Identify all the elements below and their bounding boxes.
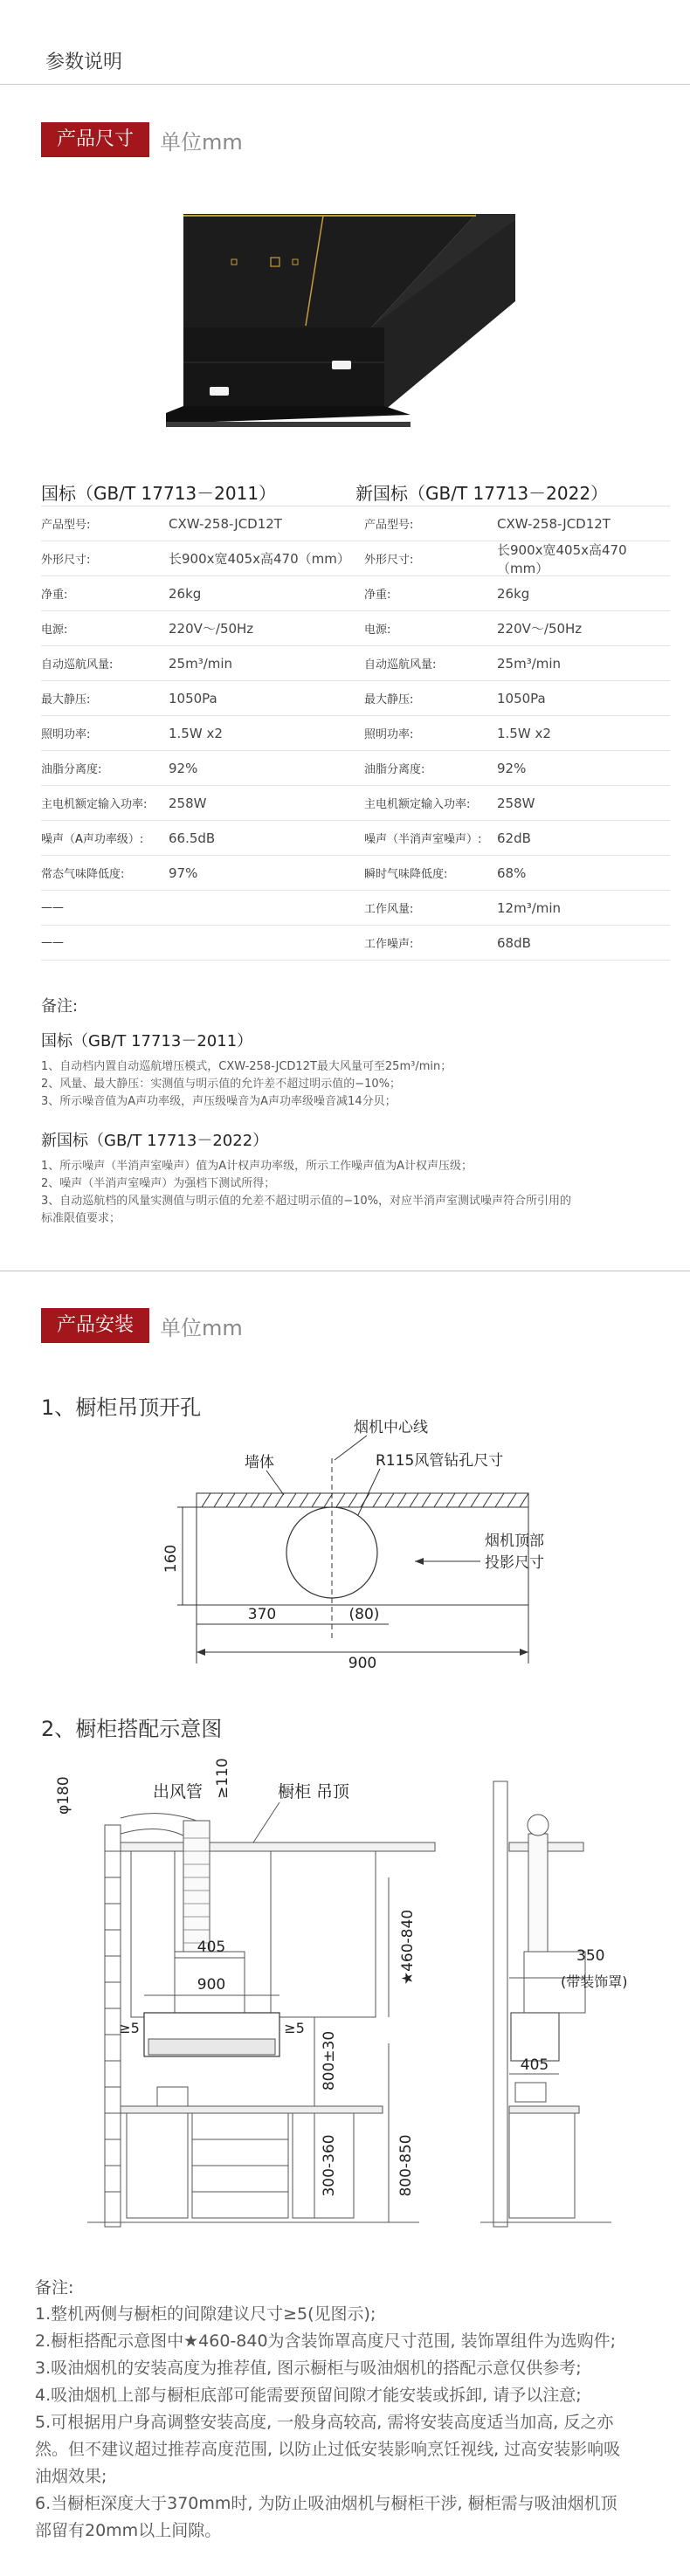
spec-value: 1.5W x2: [169, 725, 223, 741]
dim-460-840: ★460-840: [399, 1909, 417, 1986]
cabinet-ceiling-label: 橱柜 吊顶: [278, 1782, 350, 1801]
spec-row: [41, 681, 670, 716]
dim-800-850: 800-850: [397, 2134, 415, 2197]
install-note-line: 6.当橱柜深度大于370mm时, 为防止吸油烟机与橱柜干涉, 橱柜需与吸油烟机顶: [35, 2494, 618, 2513]
spec-label: 照明功率:: [41, 728, 91, 741]
spec-row: [41, 821, 670, 856]
dim-370: 370: [247, 1606, 277, 1623]
dim-900-front: 900: [197, 1976, 226, 1994]
spec-row: [41, 751, 670, 786]
install-note-line: 4.吸油烟机上部与橱柜底部可能需要预留间隙才能安装或拆卸, 请予以注意;: [35, 2386, 582, 2405]
spec-label: 最大静压:: [364, 693, 414, 706]
spec-value: 25m³/min: [497, 655, 562, 672]
note-line: 3、自动巡航档的风量实测值与明示值的允差不超过明示值的−10%，对应半消声室测试噪声符合所引用的: [41, 1195, 572, 1208]
spec-value: 长900x宽405x高470（mm）: [169, 551, 350, 567]
range-hood-illustration: [166, 214, 515, 432]
spec-row: [41, 506, 670, 541]
spec-label: 瞬时气味降低度:: [364, 868, 448, 881]
page-title: 参数说明: [45, 52, 123, 73]
step2-title: 2、橱柜搭配示意图: [41, 1717, 223, 1741]
spec-value: 66.5dB: [169, 830, 216, 846]
spec-value: 220V～/50Hz: [497, 621, 583, 637]
spec-value: 1050Pa: [497, 690, 546, 706]
spec-label: 产品型号:: [41, 519, 91, 532]
spec-row: [41, 611, 670, 646]
install-unit: 单位mm: [160, 1315, 243, 1340]
install-note-line: 3.吸油烟机的安装高度为推荐值, 图示橱柜与吸油烟机的搭配示意仅供参考;: [35, 2359, 582, 2378]
spec-value: 12m³/min: [497, 899, 562, 916]
cover-label: (带装饰罩): [561, 1973, 628, 1990]
spec-label: 噪声（A声功率级）:: [41, 833, 144, 846]
install-note-line: 1.整机两侧与橱柜的间隙建议尺寸≥5(见图示);: [35, 2304, 376, 2324]
spec-row: [41, 646, 670, 681]
spec-value: 258W: [497, 795, 535, 811]
spec-label: 外形尺寸:: [41, 554, 91, 567]
note-line: 2、噪声（半消声室噪声）为强档下测试所得；: [41, 1177, 276, 1190]
spec-label: ——: [41, 901, 64, 914]
dim-900: 900: [348, 1655, 377, 1672]
spec-label: 产品型号:: [364, 519, 414, 532]
install-note-line: 部留有20mm以上间隙。: [35, 2521, 222, 2540]
spec-rows: [41, 506, 670, 961]
wall-label: 墙体: [245, 1454, 274, 1471]
spec-label: 油脂分离度:: [364, 763, 425, 776]
ceiling-hole-diagram: [162, 1415, 581, 1672]
outlet-label: 出风管: [153, 1782, 204, 1801]
spec-row: [41, 926, 670, 961]
range-hood-image: [166, 214, 515, 432]
spec-row: [41, 716, 670, 751]
spec-label: 电源:: [364, 623, 391, 637]
cabinet-layout-diagram: [52, 1755, 673, 2244]
page-header: [0, 0, 690, 79]
dim-160: 160: [162, 1544, 180, 1574]
gap-right: ≥5: [284, 2020, 305, 2036]
spec-value: 97%: [169, 864, 198, 881]
dim-300-360: 300-360: [321, 2134, 338, 2197]
spec-label: 最大静压:: [41, 693, 91, 706]
spec-label: 工作风量:: [364, 903, 414, 916]
spec-value: 258W: [169, 795, 207, 811]
spec-label: 外形尺寸:: [364, 554, 414, 567]
spec-value: 68dB: [497, 934, 531, 951]
spec-label: 照明功率:: [364, 728, 414, 741]
header-divider: [0, 84, 690, 85]
spec-row: [41, 891, 670, 926]
dim-800-30: 800±30: [321, 2030, 338, 2091]
gap-left: ≥5: [119, 2020, 140, 2036]
spec-value: 68%: [497, 864, 527, 881]
notes-title: 备注:: [41, 997, 79, 1016]
spec-label: ——: [41, 936, 64, 949]
note-line: 1、所示噪声（半消声室噪声）值为A计权声功率级，所示工作噪声值为A计权声压级；: [41, 1160, 473, 1173]
spec-label: 油脂分离度:: [41, 763, 102, 776]
spec-notes: [41, 994, 661, 1228]
spec-row: [41, 576, 670, 611]
spec-label: 净重:: [41, 589, 68, 602]
phi180-label: φ180: [55, 1776, 72, 1815]
spec-table: [41, 479, 670, 961]
hole-size-label: R115风管钻孔尺寸: [376, 1452, 504, 1470]
spec-table-header: [41, 479, 670, 506]
note-line: 标准限值要求；: [41, 1212, 121, 1225]
spec-label: 主电机额定输入功率:: [41, 798, 148, 811]
install-section-tag: [41, 1308, 243, 1343]
install-note-line: 然。但不建议超过推荐高度范围, 以防止过低安装影响烹饪视线, 过高安装影响吸: [35, 2440, 621, 2459]
step1-title: 1、橱柜吊顶开孔: [41, 1395, 202, 1420]
spec-label: 主电机额定输入功率:: [364, 798, 471, 811]
spec-value: 220V～/50Hz: [169, 621, 254, 637]
install-note-line: 油烟效果;: [35, 2467, 107, 2486]
install-notes-title: 备注:: [35, 2278, 74, 2297]
notes-2011-title: 国标（GB/T 17713－2011）: [41, 1032, 253, 1050]
install-note-line: 2.橱柜搭配示意图中★460-840为含装饰罩高度尺寸范围, 装饰罩组件为选购件;: [35, 2331, 617, 2351]
spec-value: 1.5W x2: [497, 725, 551, 741]
dim-405: 405: [197, 1939, 226, 1956]
spec-label: 常态气味降低度:: [41, 868, 125, 881]
spec-value: 92%: [497, 760, 527, 776]
install-notes: [35, 2275, 668, 2545]
spec-value: 1050Pa: [169, 690, 217, 706]
standard-2011-heading: 国标（GB/T 17713－2011）: [41, 483, 277, 504]
spec-value: 长900x宽405x高470（mm）: [497, 541, 627, 576]
spec-value: 62dB: [497, 830, 531, 846]
center-line-label: 烟机中心线: [354, 1419, 428, 1436]
notes-2022-title: 新国标（GB/T 17713－2022）: [41, 1132, 269, 1150]
note-line: 3、所示噪音值为A声功率级，声压级噪音为A声功率级噪音减14分贝；: [41, 1095, 397, 1108]
spec-value: 26kg: [497, 585, 530, 602]
install-tag: 产品安装: [41, 1308, 149, 1343]
install-note-lines: [35, 2301, 668, 2545]
dim-350: 350: [576, 1947, 605, 1965]
size-unit: 单位mm: [160, 129, 243, 155]
spec-row: [41, 786, 670, 821]
spec-label: 电源:: [41, 623, 68, 637]
projection-label-2: 投影尺寸: [485, 1554, 544, 1572]
spec-value: 92%: [169, 760, 198, 776]
ge110-label: ≥110: [214, 1758, 231, 1799]
spec-label: 净重:: [364, 589, 391, 602]
install-note-line: 5.可根据用户身高调整安装高度, 一般身高较高, 需将安装高度适当加高, 反之亦: [35, 2413, 614, 2432]
spec-row: [41, 541, 670, 576]
spec-value: 26kg: [169, 585, 202, 602]
dim-405-side: 405: [520, 2056, 549, 2074]
spec-label: 工作噪声:: [364, 938, 414, 951]
spec-row: [41, 856, 670, 891]
spec-value: CXW-258-JCD12T: [169, 515, 282, 532]
spec-label: 自动巡航风量:: [364, 658, 437, 672]
spec-label: 自动巡航风量:: [41, 658, 114, 672]
size-section-tag: [41, 122, 243, 157]
size-tag: 产品尺寸: [41, 122, 149, 157]
spec-label: 噪声（半消声室噪声）:: [364, 833, 482, 846]
note-line: 2、风量、最大静压：实测值与明示值的允许差不超过明示值的−10%；: [41, 1078, 402, 1091]
spec-value: 25m³/min: [169, 655, 233, 672]
spec-value: CXW-258-JCD12T: [497, 515, 611, 532]
dim-80: (80): [348, 1606, 380, 1623]
standard-2022-heading: 新国标（GB/T 17713－2022）: [355, 483, 609, 504]
note-line: 1、自动档内置自动巡航增压模式，CXW-258-JCD12T最大风量可至25m³/min；: [41, 1060, 452, 1073]
projection-label-1: 烟机顶部: [485, 1533, 544, 1550]
